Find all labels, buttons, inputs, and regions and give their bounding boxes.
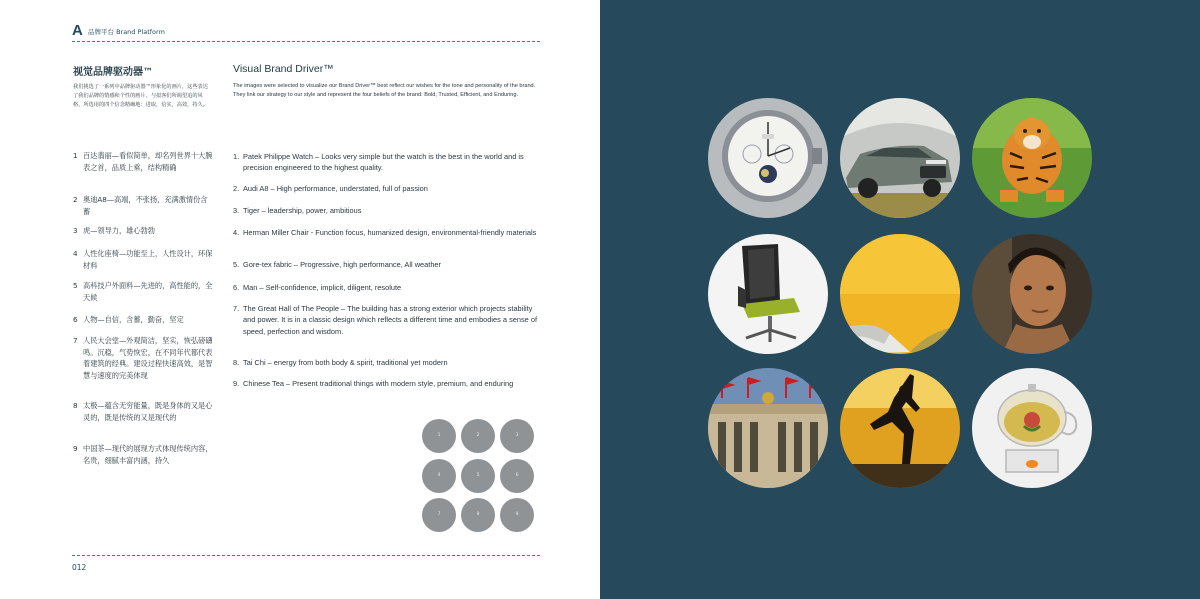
list-item: 6. Man – Self-confidence, implicit, diligent, resolute [233, 283, 402, 292]
list-item: 2. Audi A8 – High performance, understated, full of passion [233, 184, 428, 193]
index-dot-4: 4 [422, 459, 456, 493]
list-item: 3. Tiger – leadership, power, ambitious [233, 206, 362, 215]
top-divider [72, 41, 540, 42]
title-english: Visual Brand Driver™ [233, 63, 334, 75]
index-dot-1: 1 [422, 419, 456, 453]
list-item: 1 百达翡丽—看似简单，却名列世界十大腕表之首，品质上乘，结构精确 [73, 151, 213, 172]
title-chinese: 视觉品牌驱动器™ [73, 67, 153, 78]
index-dot-3: 3 [500, 419, 534, 453]
index-dot-6: 6 [500, 459, 534, 493]
list-item: 9. Chinese Tea – Present traditional things with modern style, premium, and enduring [233, 379, 514, 388]
tea-photo [972, 368, 1092, 488]
list-item: 8 太极—蕴含无穷能量，既是身体的又是心灵的，既是传统的又是现代的 [73, 401, 213, 422]
car-photo [840, 98, 960, 218]
index-dot-2: 2 [461, 419, 495, 453]
list-item: 1. Patek Philippe Watch – Looks very simple but the watch is the best in the world and is precision engineered to the highest quality. [233, 152, 524, 173]
section-letter: A [72, 22, 83, 39]
intro-chinese: 我们挑选了一系列中品牌驱动器™形象化的画片，这些表达了我们品牌的情感和个性的画片。与拟客们所渴望追的风格，所选用的四个信念精确地：进取，信实，高效，持久。 [73, 84, 208, 108]
chair-photo [708, 234, 828, 354]
index-dot-5: 5 [461, 459, 495, 493]
page-header [72, 22, 540, 42]
list-item: 8. Tai Chi – energy from both body & spirit, traditional yet modern [233, 358, 448, 367]
man-photo [972, 234, 1092, 354]
index-dot-8: 8 [461, 498, 495, 532]
tiger-photo [972, 98, 1092, 218]
list-item: 7. The Great Hall of The People – The building has a strong exterior which projects stability and power. It is in a classic design which reflects a different time and embodies a sense of speed, perfection and wisdom. [233, 304, 538, 336]
watch-photo [708, 98, 828, 218]
list-item: 3 虎—领导力，雄心勃勃 [73, 226, 155, 235]
great-hall-photo [708, 368, 828, 488]
intro-english: The images were selected to visualize our Brand Driver™ best reflect our wishes for the tone and personality of the brand. They link our strategy to our style and represent the four beliefs of the brand: Bold, Trusted, Efficient, and Enduring. [233, 83, 536, 98]
page-number: 012 [72, 563, 87, 572]
index-dot-9: 9 [500, 498, 534, 532]
index-dot-7: 7 [422, 498, 456, 532]
list-item: 4 人性化座椅—功能至上，人性设计，环保材料 [73, 249, 213, 270]
list-item: 9 中国茶—现代的展现方式体现传统内容，名贵，细腻丰富内涵，持久 [73, 444, 213, 465]
list-item: 5 高科技户外面料—先进的，高性能的，全天候 [73, 281, 213, 302]
right-page [600, 0, 1200, 599]
list-item: 5. Gore-tex fabric – Progressive, high performance, All weather [233, 260, 441, 269]
list-item: 6 人物—自信，含蓄，勤奋，坚定 [73, 315, 184, 324]
fabric-photo [840, 234, 960, 354]
list-item: 4. Herman Miller Chair - Function focus, humanized design, environmental-friendly materials [233, 228, 537, 237]
bottom-divider [72, 555, 540, 556]
list-item: 2 奥迪A8—高端，不张扬，充满激情份含蓄 [73, 195, 208, 216]
list-item: 7 人民大会堂—外观简洁，坚实，恢弘磅礴鸣。沉稳，气势恢宏，在不同年代都代表着建筑的经典。建设过程快速高效，是智慧与速度的完美体现 [73, 336, 213, 380]
tai-chi-photo [840, 368, 960, 488]
section-title: 品牌平台 Brand Platform [88, 28, 165, 36]
